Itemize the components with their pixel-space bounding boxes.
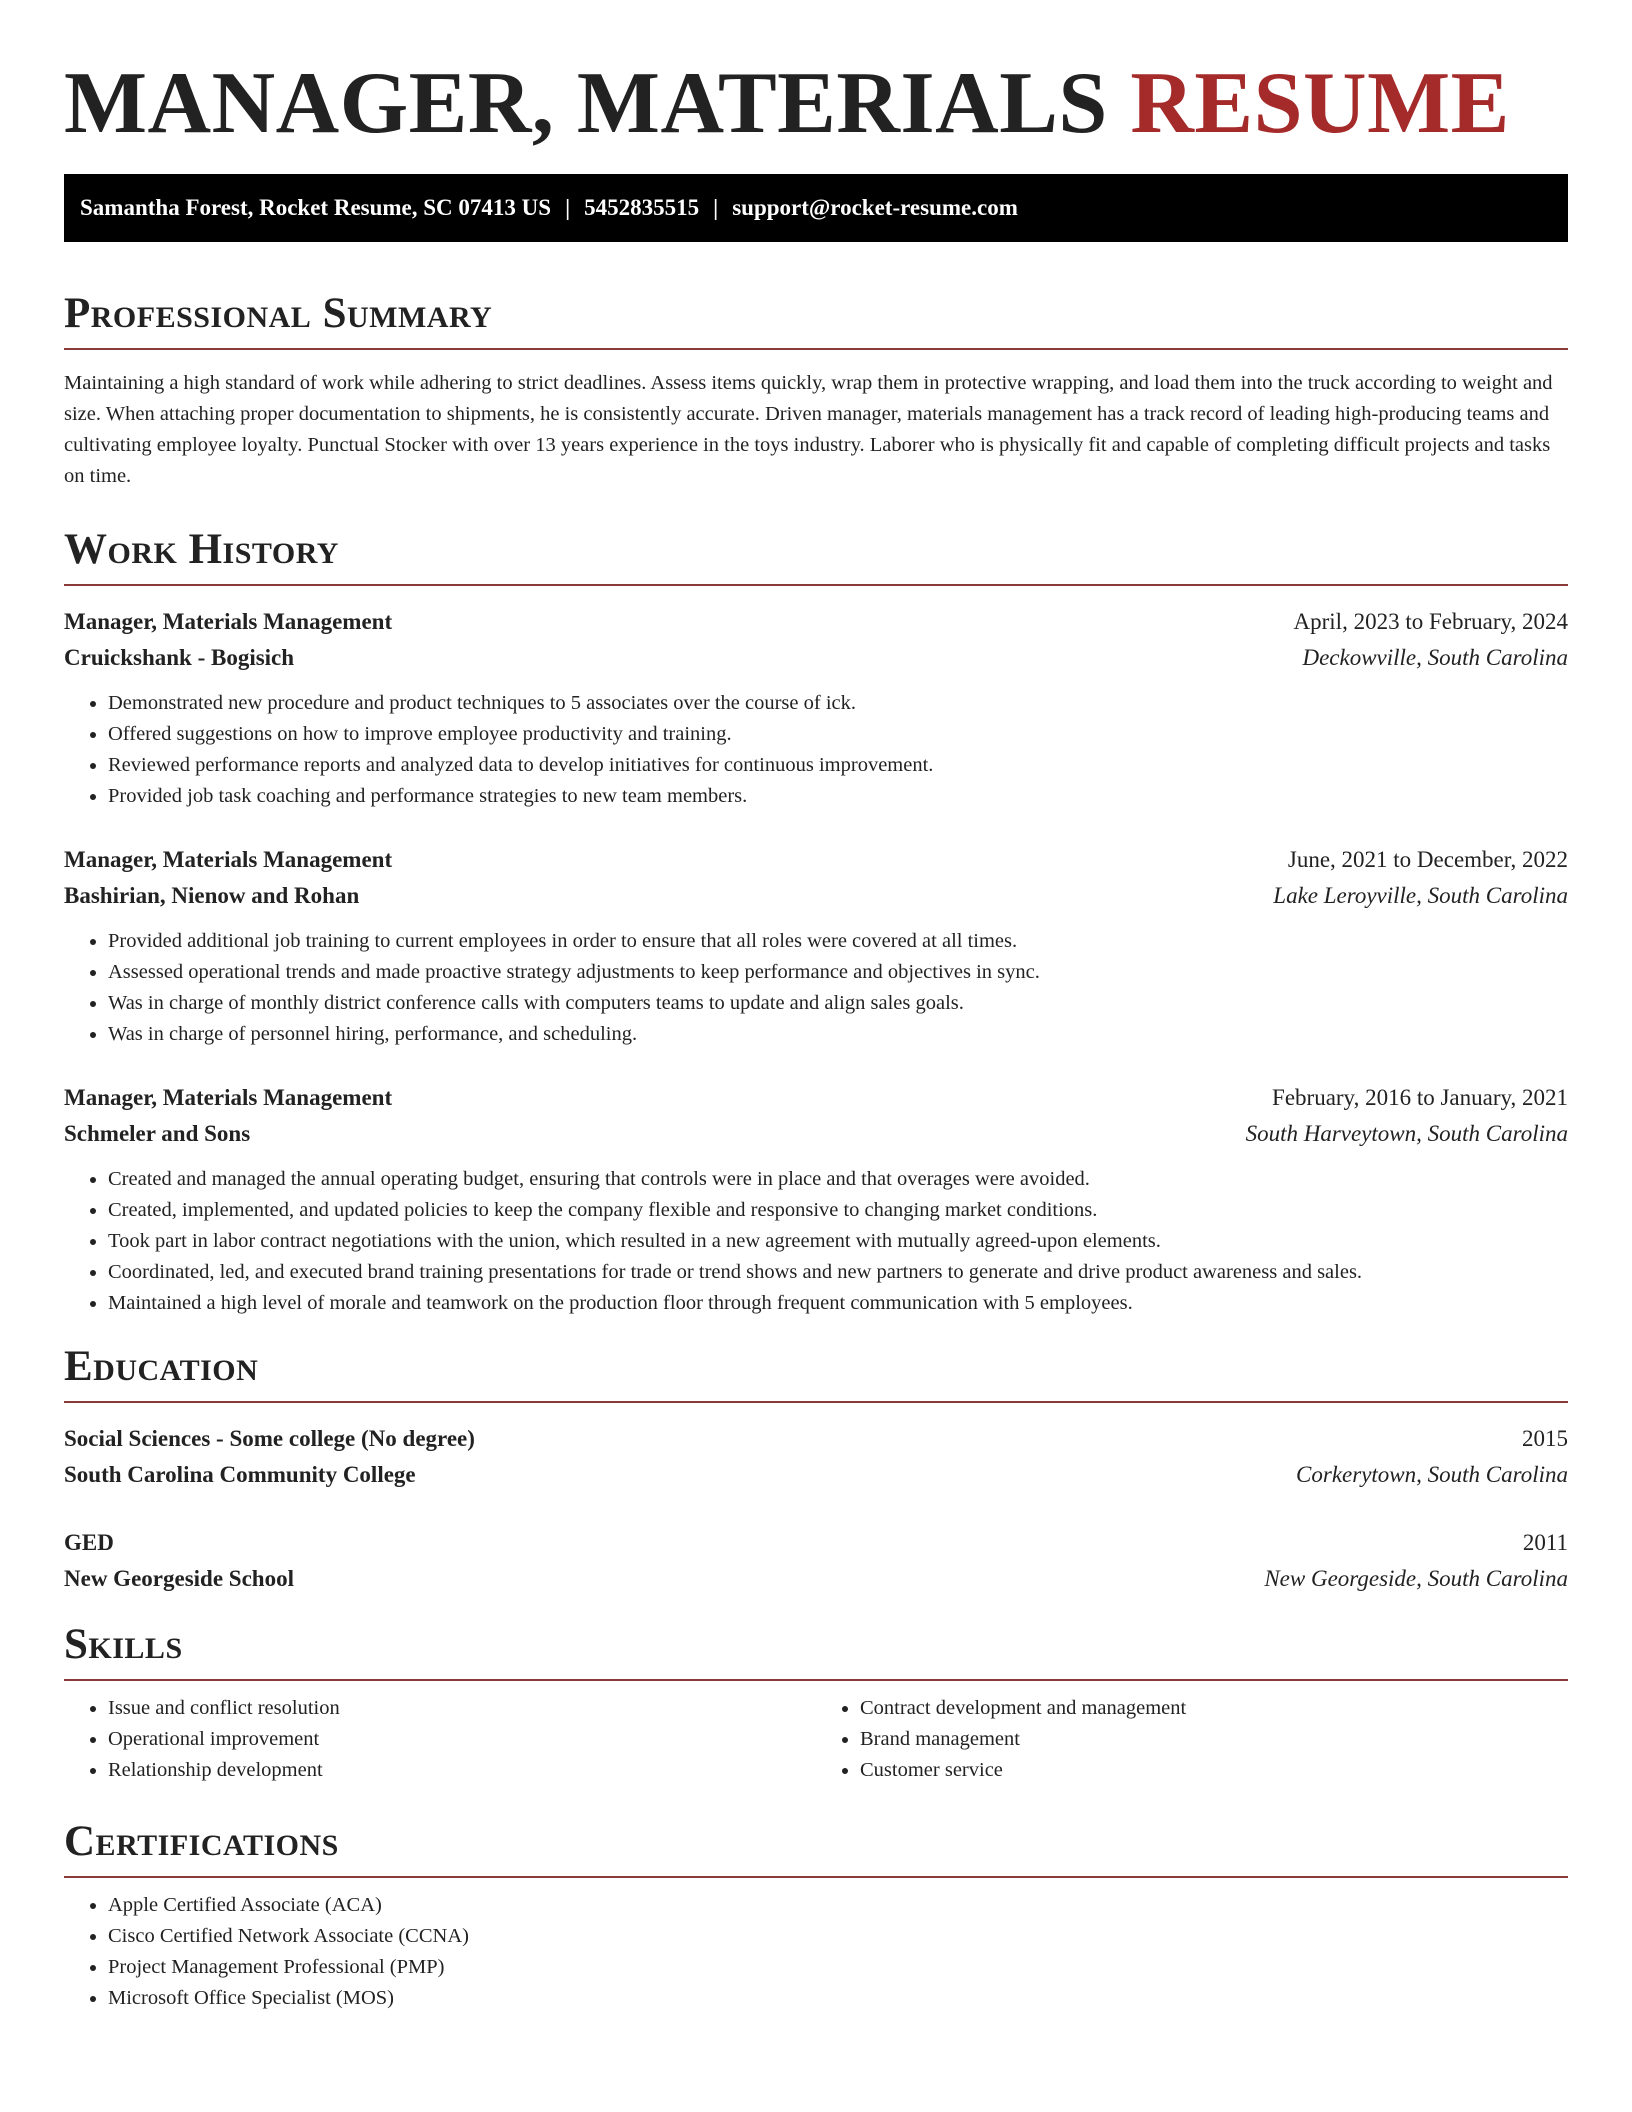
job-bullet: • Created, implemented, and updated policies to keep the company flexible and responsive to changing market conditions.	[108, 1195, 1568, 1226]
job-location: South Harveytown, South Carolina	[1245, 1121, 1568, 1146]
contact-separator: |	[713, 195, 719, 220]
education-school-row	[64, 1457, 1568, 1493]
job-company: Bashirian, Nienow and Rohan	[64, 883, 360, 908]
job-bullet: • Was in charge of personnel hiring, performance, and scheduling.	[108, 1019, 1568, 1050]
job-bullet: • Was in charge of monthly district conference calls with computers teams to update and align sales goals.	[108, 988, 1568, 1019]
job-location: Lake Leroyville, South Carolina	[1273, 883, 1568, 908]
job-entry	[64, 842, 1568, 1050]
education-degree: Social Sciences - Some college (No degree)	[64, 1426, 475, 1451]
job-bullet: • Provided job task coaching and performance strategies to new team members.	[108, 781, 1568, 812]
title-main: MANAGER, MATERIALS	[64, 55, 1108, 152]
job-company-row	[64, 640, 1568, 676]
job-bullet: • Demonstrated new procedure and product techniques to 5 associates over the course of ick.	[108, 688, 1568, 719]
job-bullet: • Created and managed the annual operating budget, ensuring that controls were in place and that overages were avoided.	[108, 1164, 1568, 1195]
skills-section	[64, 1617, 1568, 1786]
education-year: 2011	[1522, 1530, 1568, 1555]
education-header-row	[64, 1421, 1568, 1457]
section-heading-education: Education	[64, 1343, 259, 1390]
education-year: 2015	[1522, 1426, 1568, 1451]
education-entry	[64, 1421, 1568, 1493]
job-dates: February, 2016 to January, 2021	[1272, 1085, 1568, 1110]
job-title: Manager, Materials Management	[64, 847, 393, 872]
contact-phone: 5452835515	[584, 195, 700, 220]
education-school: South Carolina Community College	[64, 1462, 416, 1487]
section-divider	[64, 1876, 1568, 1878]
education-location: New Georgeside, South Carolina	[1264, 1566, 1568, 1591]
job-company: Schmeler and Sons	[64, 1121, 251, 1146]
job-dates: June, 2021 to December, 2022	[1287, 847, 1568, 872]
education-location: Corkerytown, South Carolina	[1296, 1462, 1568, 1487]
resume-page	[64, 54, 1568, 2014]
contact-separator: |	[565, 195, 571, 220]
job-bullet: • Took part in labor contract negotiations with the union, which resulted in a new agreement with mutually agreed-upon elements.	[108, 1226, 1568, 1257]
section-heading-certifications: Certifications	[64, 1818, 339, 1865]
job-title: Manager, Materials Management	[64, 1085, 393, 1110]
job-bullet: • Assessed operational trends and made proactive strategy adjustments to keep performance and objectives in sync.	[108, 957, 1568, 988]
education-entry	[64, 1525, 1568, 1597]
section-heading-work-history: Work History	[64, 526, 339, 573]
job-bullet: • Maintained a high level of morale and teamwork on the production floor through frequent communication with 5 employees.	[108, 1288, 1568, 1319]
job-dates: April, 2023 to February, 2024	[1293, 609, 1568, 634]
job-entry	[64, 1080, 1568, 1319]
skill-item: • Customer service	[860, 1755, 1568, 1786]
job-bullet: • Reviewed performance reports and analyzed data to develop initiatives for continuous improvement.	[108, 750, 1568, 781]
certification-item: • Apple Certified Associate (ACA)	[108, 1890, 1568, 1921]
contact-address: Samantha Forest, Rocket Resume, SC 07413 US	[80, 195, 552, 220]
section-heading-skills: Skills	[64, 1621, 183, 1668]
certification-item: • Cisco Certified Network Associate (CCNA)	[108, 1921, 1568, 1952]
job-bullets	[64, 1164, 1568, 1319]
education-header-row	[64, 1525, 1568, 1561]
certification-item: • Project Management Professional (PMP)	[108, 1952, 1568, 1983]
section-divider	[64, 348, 1568, 350]
skill-item: • Relationship development	[108, 1755, 816, 1786]
skill-item: • Brand management	[860, 1724, 1568, 1755]
job-bullet: • Provided additional job training to current employees in order to ensure that all roles were covered at all times.	[108, 926, 1568, 957]
section-divider	[64, 584, 1568, 586]
job-bullet: • Coordinated, led, and executed brand training presentations for trade or trend shows and new partners to generate and drive product awareness and sales.	[108, 1257, 1568, 1288]
section-heading-summary: Professional Summary	[64, 290, 493, 337]
skill-item: • Contract development and management	[860, 1693, 1568, 1724]
job-header-row	[64, 842, 1568, 878]
resume-title	[64, 54, 1568, 154]
job-header-row	[64, 1080, 1568, 1116]
education-school-row	[64, 1561, 1568, 1597]
certifications-section	[64, 1814, 1568, 2014]
education-school: New Georgeside School	[64, 1566, 294, 1591]
summary-section	[64, 286, 1568, 492]
section-divider	[64, 1401, 1568, 1403]
education-section	[64, 1339, 1568, 1597]
job-company: Cruickshank - Bogisich	[64, 645, 295, 670]
section-divider	[64, 1679, 1568, 1681]
certifications-list	[64, 1890, 1568, 2014]
job-company-row	[64, 1116, 1568, 1152]
contact-bar	[64, 174, 1568, 242]
skills-list-right	[816, 1693, 1568, 1786]
skills-list-left	[64, 1693, 816, 1786]
skill-item: • Issue and conflict resolution	[108, 1693, 816, 1724]
skills-grid	[64, 1693, 1568, 1786]
title-accent: RESUME	[1130, 55, 1510, 152]
education-degree: GED	[64, 1530, 114, 1555]
job-bullets	[64, 688, 1568, 812]
job-company-row	[64, 878, 1568, 914]
certification-item: • Microsoft Office Specialist (MOS)	[108, 1983, 1568, 2014]
work-history-section	[64, 522, 1568, 1319]
contact-email[interactable]: support@rocket-resume.com	[732, 195, 1018, 220]
job-location: Deckowville, South Carolina	[1302, 645, 1568, 670]
job-entry	[64, 604, 1568, 812]
job-title: Manager, Materials Management	[64, 609, 393, 634]
skill-item: • Operational improvement	[108, 1724, 816, 1755]
job-bullets	[64, 926, 1568, 1050]
job-bullet: • Offered suggestions on how to improve employee productivity and training.	[108, 719, 1568, 750]
job-header-row	[64, 604, 1568, 640]
summary-text: Maintaining a high standard of work while adhering to strict deadlines. Assess items quickly, wrap them in protective wrapping, and load them into the truck according to weight and size. When attaching proper documentation to shipments, he is consistently accurate. Driven manager, materials management has a track record of leading high-producing teams and cultivating employee loyalty. Punctual Stocker with over 13 years experience in the toys industry. Laborer who is physically fit and capable of completing difficult projects and tasks on time.	[64, 372, 1553, 487]
